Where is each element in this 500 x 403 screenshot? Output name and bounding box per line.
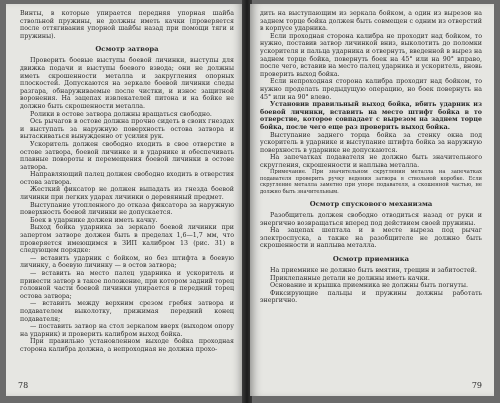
paragraph: На приемнике не должно быть вмятин, трещин и забитостей. [270,267,477,275]
paragraph: Если непроходная сторона калибра проходит над бойком, то нужно проделать предыдущую операцию, но боек повернуть на 45° или на 90° влево. [260,78,482,101]
paragraph: Жесткий фиксатор не должен выпадать из гнезда боевой личинки при легких ударах личинки о деревянный предмет. [20,186,234,202]
heading-priemnik: Осмотр приемника [332,255,410,264]
paragraph: Выход бойка ударника за зеркало боевой личинки при запертом затворе должен быть в пределах 1,6—1,7 мм, что проверяется имеющимся в ЗИП калибром 13 (рис. 31) в следующем порядке: [20,224,234,255]
right-page-text [260,10,482,305]
paragraph: дить на выступающим из зеркала бойком, а один из вырезов на заднем торце бойка должен быть совмещен с одним из отверстий в корпусе ударника. [260,10,482,33]
left-page-text [20,10,234,354]
list-item: — вставить ударник с бойком, но без штифта в боевую личинку, а боевую личинку — в остов затвора; [20,254,234,270]
paragraph: При правильно установленном выходе бойка проходная сторона калибра должна, а непроходная не должна прохо- [20,338,234,353]
heading-zatvor: Осмотр затвора [95,45,159,54]
paragraph: На запечатках подавателя не должно быть значительного скругления, скрошенности и наплыва металла. [260,154,482,169]
list-item: — вставить на место палец ударника и ускоритель и привести затвор в такое положение, при котором задний торец головной части боевой личинки упирается в передний торец остова затвора; [20,270,234,300]
paragraph: Приклепанные детали не должны иметь качки. [270,274,430,282]
paragraph: На зацепах шептала и в месте выреза под рычаг электроспуска, а также на разобщителе не должно быть скрошенности и наплыва металла. [260,227,482,250]
paragraph: Ролики в остове затвора должны вращаться свободно. [30,110,212,118]
paragraph: Направляющий палец должен свободно входить в отверстия остова затвора. [20,171,234,186]
list-item: — поставить затвор на стол зеркалом вверх (выходом опору на ударник) и проверить калибром выход бойка. [20,323,234,338]
paragraph: Фиксирующие пальцы и пружины должны работать энергично. [260,289,482,305]
paragraph: Ускоритель должен свободно входить в свое отверстие в остове затвора, боевой личинке и в ударнике и обеспечивать плавные повороты и перемещения боевой личинки в остове затвора. [20,140,234,171]
paragraph: Разобщитель должен свободно отводиться назад от руки и энергично возвращаться вперед под действием своей пружины. [260,212,482,227]
paragraph: Выступание заднего торца бойка за стенку окна под ускоритель в ударнике и выступание штифта бойка за наружную поверхность в ударнике не допускаются. [260,131,482,154]
bold-paragraph: Установив правильный выход бойка, вбить ударник из боевой личинки, вставить на место штифт бойка в то отверстие, которое совпадает с вырезом на заднем торце бойка, после чего еще раз проверить выход бойка. [260,101,482,131]
paragraph: Боек в ударнике должен иметь качку. [30,216,158,224]
paragraph: Проверить боевые выступы боевой личинки, выступы для движка подачи и выступы боевого взвода; они не должны иметь скрошенности металла и закругления опорных плоскостей. Допускаются на зеркале боевой личинки следы разгара, обнаруживаемые после чистки, и износ защитной воронения. На зацепах извлекателей питона и на бойке не должно быть скрошенности металла. [20,57,234,110]
page-number: 78 [18,381,29,390]
note-paragraph: Примечание. При значительном скруглении металла на запечатках подавателя проверить ручку ведения затвора в ствольной коробке. Если скругление металла заметно при упоре подавателя, а скошенной частью, не должно быть значительным. [260,169,482,195]
paragraph: Ось рычагов в остове должна прочно сидеть в своих гнездах и выступать за наружную поверхность остова затвора и вытаскиваться вынужденно от усилия рук. [20,118,234,141]
intro-paragraph: Винты, в которые упирается передняя упорная шайба ствольной пружины, не должны иметь качки (проверяется после оттягивания упорной шайбы назад при помощи тяги и пружины). [20,10,234,40]
page-number: 79 [471,381,482,390]
list-item: — вставить между верхним срезом гребня затвора и подавателем выколотку, прижимая передний конец подавателя; [20,300,234,323]
heading-spusk: Осмотр спускового механизма [309,200,433,209]
right-page [250,4,494,396]
paragraph: Основание и крышка приемника не должны быть погнуты. [270,282,468,290]
left-page [6,4,244,396]
paragraph: Выступание утопленного до отказа фиксатора за наружную поверхность боевой личинки не допускается. [20,201,234,217]
paragraph: Если проходная сторона калибра не проходит над бойком, то нужно, поставив затвор личинкой вниз, выколотить до поломки ускорителя и пальца ударника и отвернуть, введенной в вырез на заднем торце бойка, повернуть боек на 45° или на 90° вправо, после чего, вставив на место палец ударника и ускоритель, вновь проверить выход бойка. [260,32,482,78]
